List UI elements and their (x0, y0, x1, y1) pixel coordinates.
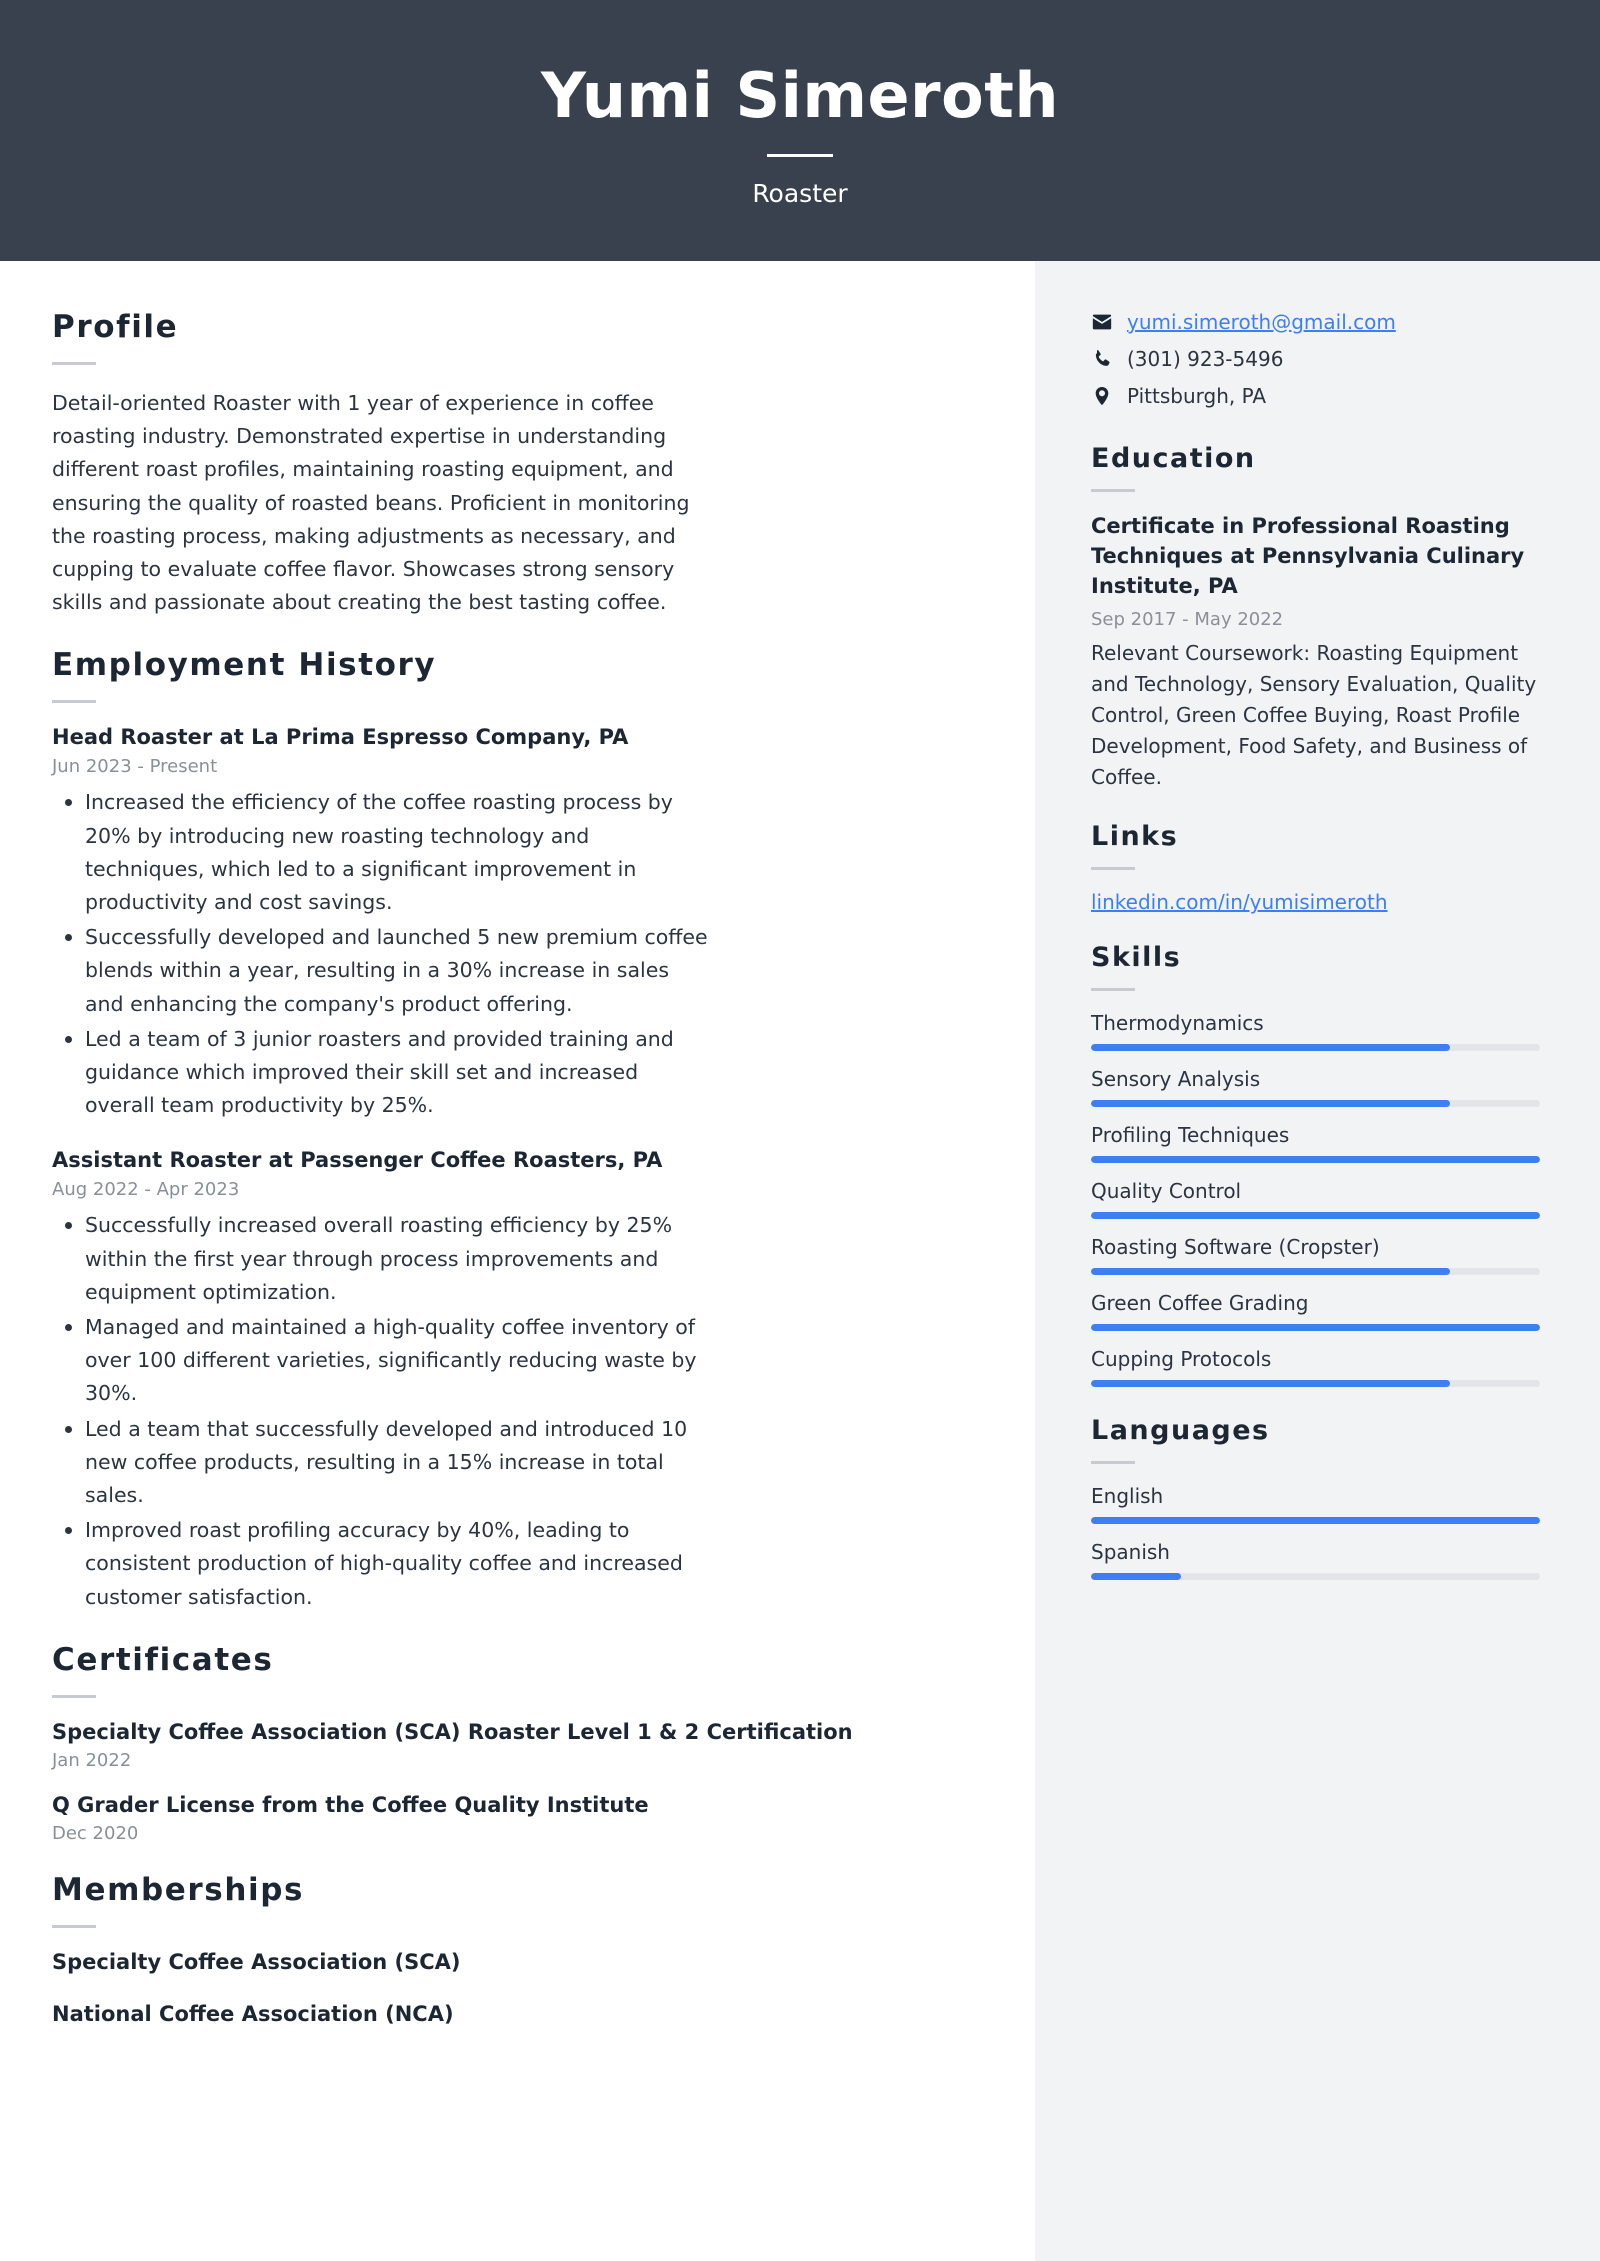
employment-entry (52, 1148, 980, 1613)
skill-level-bar (1091, 1268, 1540, 1275)
location-pin-icon (1091, 385, 1113, 407)
section-education (1091, 443, 1540, 793)
profile-text: Detail-oriented Roaster with 1 year of experience in coffee roasting industry. Demonstrated expertise in understanding different roast profiles, maintaining roasting equipment, and ensuring the quality of roasted beans. Proficient in monitoring the roasting process, making adjustments as necessary, and cupping to evaluate coffee flavor. Showcases strong sensory skills and passionate about creating the best tasting coffee. (52, 391, 690, 615)
section-heading-employment: Employment History (52, 647, 437, 684)
skill-label: Sensory Analysis (1091, 1067, 1261, 1092)
skill-level-fill (1091, 1212, 1540, 1219)
skill-item (1091, 1347, 1540, 1387)
section-profile (52, 309, 980, 619)
section-languages (1091, 1415, 1540, 1580)
resume-body (0, 261, 1600, 2261)
contact-row[interactable] (1091, 309, 1540, 335)
resume-header (0, 0, 1600, 261)
main-column (0, 261, 1035, 2261)
section-links (1091, 821, 1540, 914)
membership-item: Specialty Coffee Association (SCA) (52, 1949, 461, 1974)
skill-level-fill (1091, 1044, 1450, 1051)
language-level-fill (1091, 1573, 1181, 1580)
skill-level-bar (1091, 1212, 1540, 1219)
language-label: English (1091, 1484, 1164, 1509)
envelope-icon (1091, 311, 1113, 333)
skill-level-fill (1091, 1380, 1450, 1387)
skill-label: Profiling Techniques (1091, 1123, 1290, 1148)
skill-label: Cupping Protocols (1091, 1347, 1272, 1372)
language-level-fill (1091, 1517, 1540, 1524)
skill-item (1091, 1179, 1540, 1219)
employment-bullets (52, 786, 980, 1122)
bullet-item: Increased the efficiency of the coffee roasting process by 20% by introducing new roasting technology and techniques, which led to a significant improvement in productivity and cost savings. (52, 786, 712, 919)
links-list (1091, 890, 1540, 914)
candidate-job-title: Roaster (752, 179, 848, 209)
skill-level-fill (1091, 1268, 1450, 1275)
skill-label: Green Coffee Grading (1091, 1291, 1309, 1316)
bullet-item: Successfully developed and launched 5 new premium coffee blends within a year, resulting in a 30% increase in sales and enhancing the company's product offering. (52, 921, 712, 1021)
skill-level-bar (1091, 1100, 1540, 1107)
section-heading-education: Education (1091, 443, 1256, 474)
language-item (1091, 1484, 1540, 1524)
skill-item (1091, 1067, 1540, 1107)
employment-entry (52, 725, 980, 1122)
contact-value: (301) 923-5496 (1127, 347, 1284, 371)
language-level-bar (1091, 1517, 1540, 1524)
section-heading-languages: Languages (1091, 1415, 1270, 1447)
languages-list (1091, 1484, 1540, 1580)
certificates-list (52, 1720, 980, 1844)
skill-level-fill (1091, 1324, 1540, 1331)
section-employment-history (52, 647, 980, 1613)
header-divider (767, 154, 833, 157)
contact-row (1091, 346, 1540, 372)
skill-level-bar (1091, 1044, 1540, 1051)
bullet-item: Managed and maintained a high-quality coffee inventory of over 100 different varieties, significantly reducing waste by 30%. (52, 1311, 712, 1411)
employment-dates: Aug 2022 - Apr 2023 (52, 1179, 240, 1201)
section-memberships (52, 1872, 980, 2026)
skill-level-bar (1091, 1156, 1540, 1163)
contact-row (1091, 383, 1540, 409)
section-rule (52, 700, 96, 703)
section-rule (1091, 867, 1135, 870)
section-heading-certificates: Certificates (52, 1641, 274, 1678)
skill-level-fill (1091, 1100, 1450, 1107)
skill-level-bar (1091, 1324, 1540, 1331)
section-rule (1091, 988, 1135, 991)
contact-list (1091, 309, 1540, 409)
section-heading-links: Links (1091, 821, 1179, 853)
language-item (1091, 1540, 1540, 1580)
education-description: Relevant Coursework: Roasting Equipment and Technology, Sensory Evaluation, Quality Control, Green Coffee Buying, Roast Profile Development, Food Safety, and Business of Coffee. (1091, 641, 1537, 790)
skill-item (1091, 1291, 1540, 1331)
section-heading-memberships: Memberships (52, 1871, 305, 1908)
employment-title: Assistant Roaster at Passenger Coffee Roasters, PA (52, 1148, 663, 1173)
bullet-item: Led a team of 3 junior roasters and provided training and guidance which improved their skill set and increased overall team productivity by 25%. (52, 1023, 712, 1123)
skill-item (1091, 1011, 1540, 1051)
contact-value: Pittsburgh, PA (1127, 384, 1267, 408)
employment-bullets (52, 1209, 980, 1613)
section-certificates (52, 1642, 980, 1844)
bullet-item: Improved roast profiling accuracy by 40%, leading to consistent production of high-quality coffee and increased customer satisfaction. (52, 1514, 712, 1614)
certificate-entry (52, 1720, 980, 1771)
section-heading-profile: Profile (52, 309, 179, 345)
sidebar-column (1035, 261, 1600, 2261)
language-label: Spanish (1091, 1540, 1170, 1565)
memberships-list (52, 1950, 980, 2026)
section-rule (52, 1695, 96, 1698)
section-skills (1091, 942, 1540, 1387)
skill-label: Quality Control (1091, 1179, 1242, 1204)
employment-title: Head Roaster at La Prima Espresso Company, PA (52, 725, 629, 750)
skill-label: Thermodynamics (1091, 1011, 1264, 1036)
certificate-title: Specialty Coffee Association (SCA) Roaster Level 1 & 2 Certification (52, 1719, 853, 1744)
phone-icon (1091, 348, 1113, 370)
employment-dates: Jun 2023 - Present (52, 756, 218, 778)
employment-list (52, 725, 980, 1613)
section-rule (52, 362, 96, 365)
certificate-date: Jan 2022 (52, 1749, 132, 1771)
skill-label: Roasting Software (Cropster) (1091, 1235, 1380, 1260)
skill-item (1091, 1235, 1540, 1275)
skill-level-bar (1091, 1380, 1540, 1387)
bullet-item: Successfully increased overall roasting efficiency by 25% within the first year through process improvements and equipment optimization. (52, 1209, 712, 1309)
language-level-bar (1091, 1573, 1540, 1580)
skill-item (1091, 1123, 1540, 1163)
certificate-date: Dec 2020 (52, 1822, 139, 1844)
certificate-entry (52, 1793, 980, 1844)
skills-list (1091, 1011, 1540, 1387)
section-rule (1091, 489, 1135, 492)
education-dates: Sep 2017 - May 2022 (1091, 609, 1284, 631)
bullet-item: Led a team that successfully developed and introduced 10 new coffee products, resulting in a 15% increase in total sales. (52, 1413, 712, 1513)
section-heading-skills: Skills (1091, 942, 1182, 974)
sidebar-link[interactable]: linkedin.com/in/yumisimeroth (1091, 890, 1388, 915)
education-title: Certificate in Professional Roasting Techniques at Pennsylvania Culinary Institute, PA (1091, 514, 1525, 598)
contact-email-link[interactable]: yumi.simeroth@gmail.com (1127, 310, 1396, 334)
section-rule (52, 1925, 96, 1928)
candidate-name: Yumi Simeroth (541, 58, 1059, 132)
membership-item: National Coffee Association (NCA) (52, 2001, 454, 2026)
skill-level-fill (1091, 1156, 1540, 1163)
certificate-title: Q Grader License from the Coffee Quality Institute (52, 1792, 649, 1817)
section-rule (1091, 1461, 1135, 1464)
